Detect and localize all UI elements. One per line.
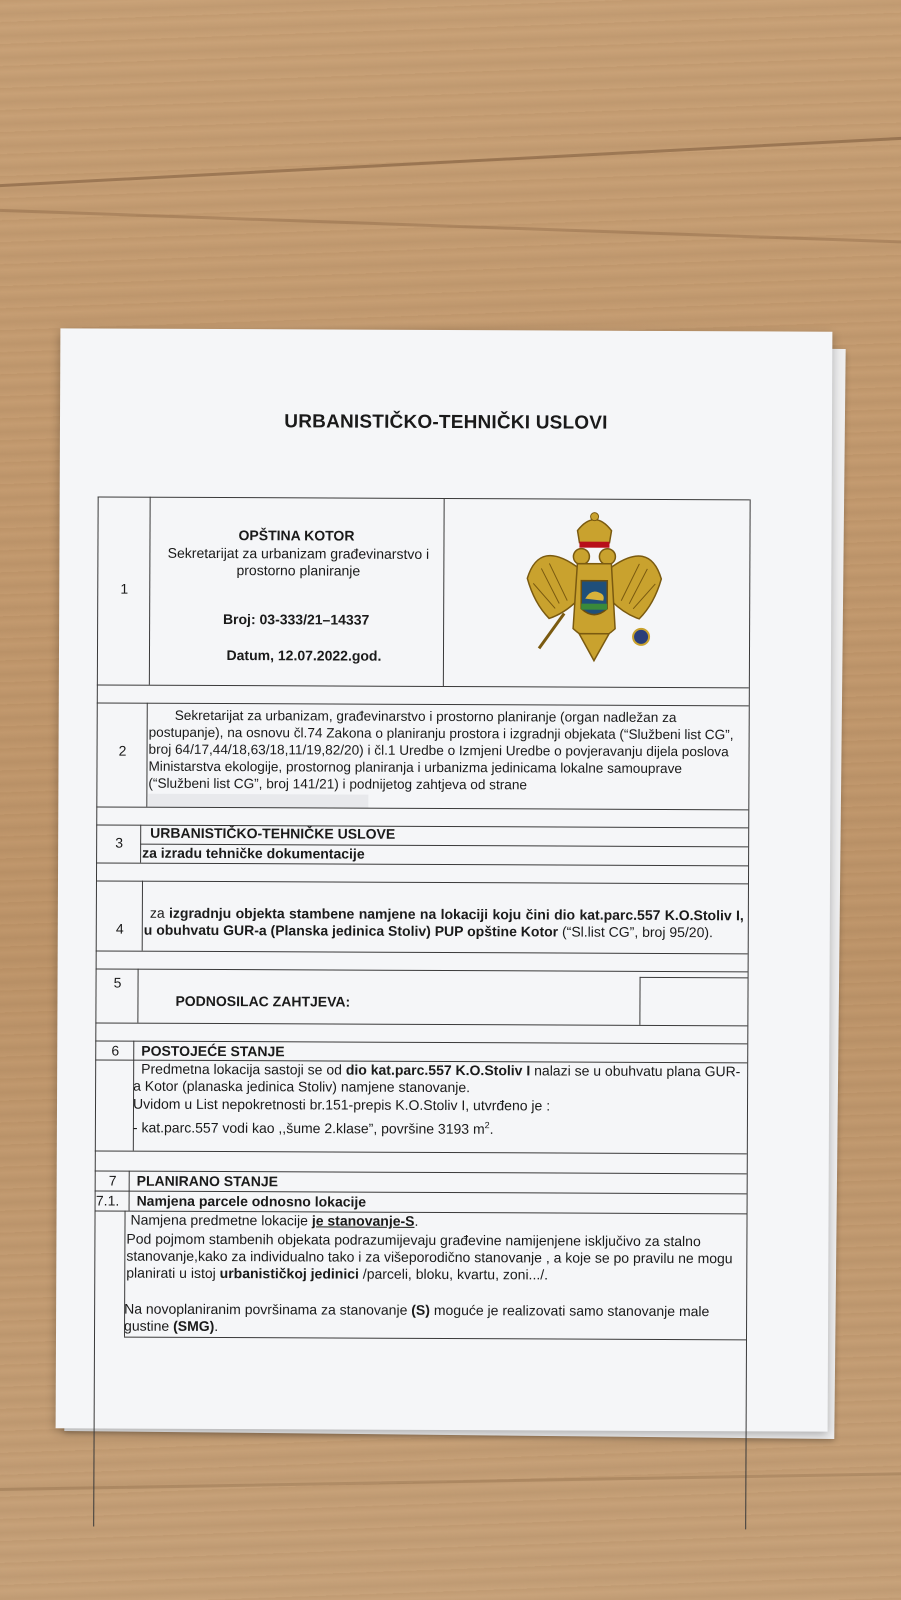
wood-grain xyxy=(0,1472,901,1492)
table-border xyxy=(639,977,640,1025)
wood-grain xyxy=(0,208,901,245)
section-heading: PLANIRANO STANJE xyxy=(136,1172,279,1190)
document-date: Datum, 12.07.2022.god. xyxy=(226,647,382,664)
document-number: Broj: 03-333/21–14337 xyxy=(222,611,370,628)
table-border xyxy=(96,950,748,954)
construction-subject-text: za izgradnju objekta stambene namjene na lokaciji koju čini dio kat.parc.557 K.O.Stoliv I, u obuhvatu GUR-a (Planska jedinica Stoliv) PUP opštine Kotor (“Sl.list CG”, broj 95/20). xyxy=(143,904,744,941)
table-border xyxy=(98,496,750,500)
row-number: 5 xyxy=(113,974,122,991)
department-name: Sekretarijat za urbanizam građevinarstvo i prostorno planiranje xyxy=(167,544,430,579)
section-subheading: za izradu tehničke dokumentacije xyxy=(142,844,365,862)
document-page xyxy=(56,328,833,1431)
document-title: URBANISTIČKO-TEHNIČKI USLOVI xyxy=(284,411,608,434)
table-border xyxy=(124,1337,746,1341)
table-border xyxy=(97,702,749,706)
applicant-label: PODNOSILAC ZAHTJEVA: xyxy=(175,992,351,1010)
table-border xyxy=(95,1150,747,1154)
row-number: 7 xyxy=(108,1172,117,1189)
existing-state-text: Predmetna lokacija sastoji se od dio kat.parc.557 K.O.Stoliv I nalazi se u obuhvatu plana GUR-a Kotor (planaska jedinica Stoliv) namjene stanovanje. xyxy=(133,1060,741,1096)
section-heading: Namjena parcele odnosno lokacije xyxy=(136,1192,367,1210)
density-text: Na novoplaniranim površinama za stanovanje (S) moguće je realizovati samo stanovanje male gustine (SMG). xyxy=(124,1300,710,1335)
table-border xyxy=(640,977,748,978)
land-use-text: Namjena predmetne lokacije je stanovanje-S. xyxy=(130,1211,419,1229)
table-border xyxy=(96,968,748,972)
table-border xyxy=(96,862,748,866)
row-number: 4 xyxy=(115,920,124,937)
table-border xyxy=(95,1022,747,1026)
row-number: 3 xyxy=(115,834,124,851)
table-border xyxy=(97,684,749,688)
table-border xyxy=(93,496,98,1526)
coat-of-arms-icon xyxy=(519,508,670,669)
row-number: 2 xyxy=(118,742,127,759)
row-number: 6 xyxy=(111,1042,120,1059)
row-number: 7.1. xyxy=(95,1192,120,1209)
parcel-description: - kat.parc.557 vodi kao ,,šume 2.klase”, površine 3193 $m^2$. xyxy=(132,1119,494,1137)
wood-grain xyxy=(0,135,901,188)
authority-name: OPŠTINA KOTOR xyxy=(238,527,355,544)
row-number: 1 xyxy=(120,580,129,597)
section-heading: URBANISTIČKO-TEHNIČKE USLOVE xyxy=(150,824,396,842)
section-heading: POSTOJEĆE STANJE xyxy=(141,1042,285,1060)
table-border xyxy=(142,881,143,951)
table-border xyxy=(96,880,748,884)
legal-basis-text: Sekretarijat za urbanizam, građevinarstvo i prostorno planiranje (organ nadležan za postupanje), na osnovu čl.74 Zakona o planiranju prostora i izgradnji objekata (“Službeni list CG”, broj 64/17,44/18,63/18,11/19,82/20) i čl.1 Uredbe o Izmjeni Uredbe o povjeravanju dijela poslova Ministarstva ekologije, prostornog planiranja i urbanizma jedinicama lokalne samouprave (“Službeni list CG”, broj 141/21) i podnijetog zahtjeva od strane xyxy=(148,707,744,812)
residential-definition-text: Pod pojmom stambenih objekata podrazumijevaju građevine namijenjene isključivo za stalno stanovanje,kako za individualno tako i za višeporodično stanovanje , a koje se po pravilu ne mogu planirati u istoj urbanističkoj jedinici /parceli, bloku, kvartu, zoni.../. xyxy=(126,1230,733,1283)
cadastre-text: Uvidom u List nepokretnosti br.151-prepis K.O.Stoliv I, utvrđeno je : xyxy=(132,1095,551,1114)
table-border xyxy=(745,499,750,1529)
